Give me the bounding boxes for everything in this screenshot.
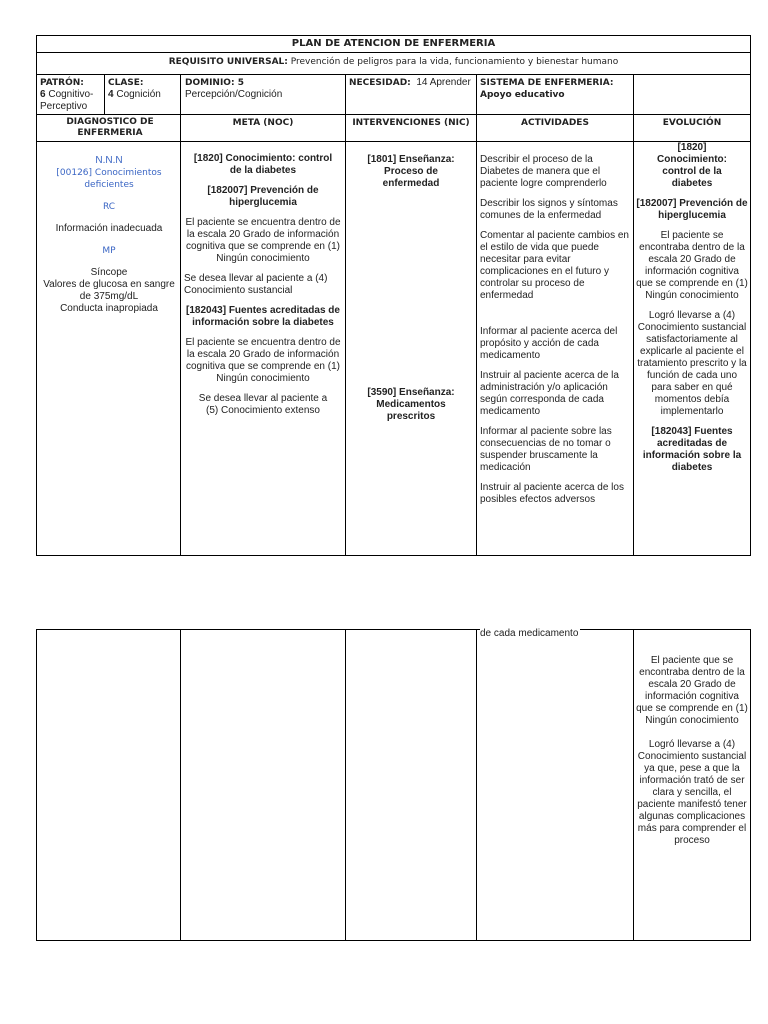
diag-code: [00126] Conocimientos deficientes bbox=[56, 168, 162, 190]
column-header-evolucion: EVOLUCIÓN bbox=[662, 118, 722, 128]
actividad-2: Describir los signos y síntomas comunes de la enfermedad bbox=[480, 198, 618, 221]
requisito-text: Prevención de peligros para la vida, funcionamiento y bienestar humano bbox=[287, 57, 619, 67]
actividad-continuation: de cada medicamento bbox=[480, 628, 579, 639]
meta-paragraph-4: Se desea llevar al paciente a (5) Conocimiento extenso bbox=[198, 393, 328, 416]
column-header-actividades: ACTIVIDADES bbox=[521, 118, 589, 128]
actividad-1: Describir el proceso de la Diabetes de manera que el paciente logre comprenderlo bbox=[480, 154, 607, 189]
care-plan-table bbox=[36, 35, 751, 556]
patron-number: 6 bbox=[40, 89, 46, 100]
evol-continued-paragraph-1: El paciente que se encontraba dentro de la escala 20 Grado de información cognitiva que se comprende en (1) Ningún conocimiento bbox=[636, 655, 748, 726]
patron-cell bbox=[40, 77, 102, 113]
actividad-5: Instruir al paciente acerca de la administración y/o aplicación según corresponda de cada medicamento bbox=[480, 370, 619, 417]
evol-heading-1820: [1820] Conocimiento: control de la diabetes bbox=[657, 142, 727, 189]
requisito-label: REQUISITO UNIVERSAL: bbox=[168, 57, 288, 67]
meta-paragraph-2: Se desea llevar al paciente a (4) Conocimiento sustancial bbox=[184, 273, 328, 296]
column-header-intervenciones: INTERVENCIONES (NIC) bbox=[352, 118, 470, 128]
clase-label: CLASE: bbox=[108, 78, 144, 88]
meta-paragraph-3: El paciente se encuentra dentro de la escala 20 Grado de información cognitiva que se comprende en (1) Ningún conocimiento bbox=[185, 337, 341, 384]
care-plan-table-continued bbox=[36, 629, 751, 941]
diag-rc-text: Información inadecuada bbox=[55, 223, 163, 234]
sistema-label: SISTEMA DE ENFERMERIA: bbox=[480, 78, 614, 88]
necesidad-cell bbox=[349, 77, 474, 89]
clase-text: Cognición bbox=[113, 89, 161, 100]
patron-text: Cognitivo-Perceptivo bbox=[40, 89, 94, 112]
sistema-cell bbox=[480, 77, 630, 101]
actividad-6: Informar al paciente sobre las consecuencias de no tomar o suspender bruscamente la medicación bbox=[480, 426, 612, 473]
requisito-universal bbox=[37, 56, 750, 68]
intervencion-1801: [1801] Enseñanza: Proceso de enfermedad bbox=[367, 154, 455, 189]
diagnostico-column bbox=[43, 155, 175, 315]
diag-nnn: N.N.N bbox=[95, 155, 123, 166]
evol-heading-182007: [182007] Prevención de hiperglucemia bbox=[636, 198, 748, 221]
meta-noc-column bbox=[184, 153, 342, 417]
column-header-meta: META (NOC) bbox=[232, 118, 294, 128]
diag-rc: RC bbox=[102, 202, 116, 212]
actividad-4: Informar al paciente acerca del propósito y acción de cada medicamento bbox=[480, 326, 618, 361]
sistema-text: Apoyo educativo bbox=[480, 90, 565, 100]
necesidad-label: NECESIDAD: bbox=[349, 78, 411, 88]
evolucion-continued-column bbox=[636, 655, 748, 847]
patron-label: PATRÓN: bbox=[40, 78, 84, 88]
evolucion-column bbox=[636, 142, 748, 474]
meta-paragraph-1: El paciente se encuentra dentro de la escala 20 Grado de información cognitiva que se comprende en (1) Ningún conocimiento bbox=[185, 217, 341, 264]
actividad-7: Instruir al paciente acerca de los posibles efectos adversos bbox=[480, 482, 624, 505]
clase-number: 4 bbox=[108, 89, 114, 100]
meta-heading-182043: [182043] Fuentes acreditadas de información sobre la diabetes bbox=[186, 305, 340, 328]
evol-heading-182043: [182043] Fuentes acreditadas de información sobre la diabetes bbox=[642, 426, 742, 473]
necesidad-text: 14 Aprender bbox=[410, 77, 471, 88]
clase-cell bbox=[108, 77, 178, 101]
diag-mp: MP bbox=[102, 246, 116, 256]
dominio-text: Percepción/Cognición bbox=[185, 89, 283, 100]
actividades-column bbox=[480, 154, 631, 506]
evol-paragraph-1: El paciente se encontraba dentro de la escala 20 Grado de información cognitiva que se comprende en (1) Ningún conocimiento bbox=[636, 230, 748, 301]
evol-continued-paragraph-2: Logró llevarse a (4) Conocimiento sustancial ya que, pese a que la información trató de ser clara y sencilla, el paciente manifestó tener algunas complicaciones más para comprender el proceso bbox=[637, 739, 747, 846]
diag-mp-text: Síncope Valores de glucosa en sangre de 375mg/dL Conducta inapropiada bbox=[43, 267, 175, 314]
meta-heading-1820: [1820] Conocimiento: control de la diabetes bbox=[193, 153, 333, 176]
actividad-3: Comentar al paciente cambios en el estilo de vida que puede necesitar para evitar complicaciones en el futuro y controlar su proceso de enfermedad bbox=[480, 230, 629, 301]
intervencion-3590: [3590] Enseñanza: Medicamentos prescritos bbox=[367, 387, 455, 422]
meta-heading-182007: [182007] Prevención de hiperglucemia bbox=[207, 185, 319, 208]
dominio-cell bbox=[185, 77, 343, 101]
evol-paragraph-2: Logró llevarse a (4) Conocimiento sustancial satisfactoriamente al explicarle al paciente el tratamiento prescrito y la función de cada uno para saber en qué momentos debía implementarlo bbox=[637, 310, 747, 417]
plan-title: PLAN DE ATENCION DE ENFERMERIA bbox=[291, 38, 496, 49]
column-header-diagnostico: DIAGNOSTICO DE ENFERMERIA bbox=[66, 117, 154, 138]
dominio-label: DOMINIO: 5 bbox=[185, 78, 244, 88]
